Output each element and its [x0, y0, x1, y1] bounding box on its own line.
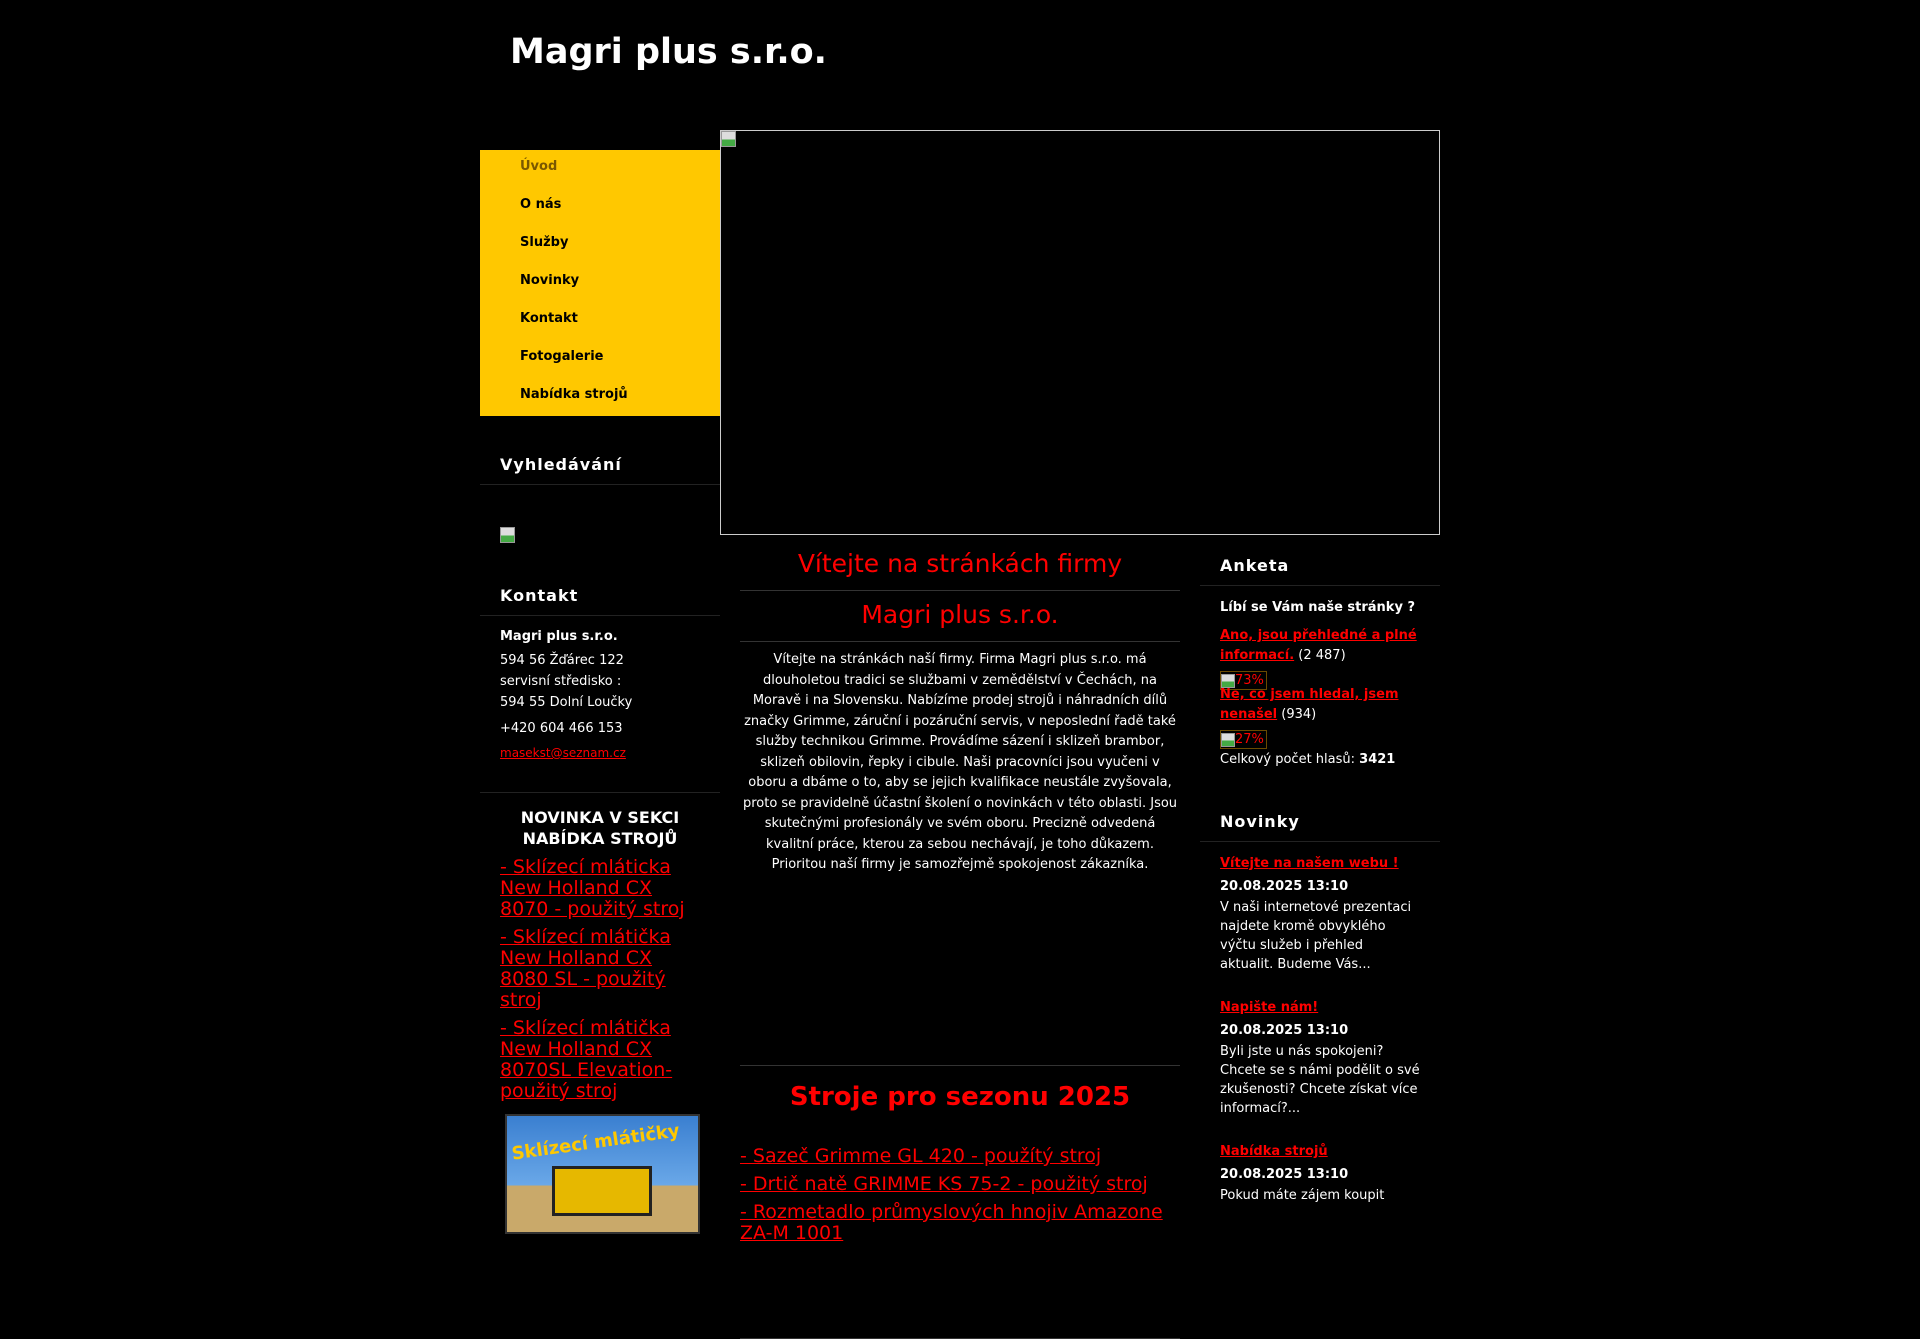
broken-image-icon [721, 131, 736, 147]
news-item [1220, 998, 1420, 1118]
bar-image-icon [1221, 733, 1235, 747]
season-link[interactable]: - Drtič natě GRIMME KS 75-2 - použitý stroj [740, 1173, 1148, 1195]
nav-item-uvod[interactable]: Úvod [520, 159, 558, 174]
novinka-link[interactable]: - Sklízecí mlátička New Holland CX 8080 SL - použitý stroj [500, 926, 671, 1011]
intro-text: Vítejte na stránkách naší firmy. Firma Magri plus s.r.o. má dlouholetou tradici se službami v zemědělství v Čechách, na Moravě i na Slovensku. Nabízíme prodej strojů i náhradních dílů značky Grimme, záruční i pozáruční servis, v neposlední řadě také služby technikou Grimme. Provádíme sázení i sklizeň brambor, sklizeň obilovin, řepky i cibule. Naši pracovníci jsou vyučeni v oboru a dbáme o to, aby se jejich kvalifikace neustále zvyšovala, proto se pravidelně účastní školení o novinkách v této oblasti. Jsou skutečnými profesionály ve svém oboru. Precizně odvedená kvalitní práce, kterou za sebou nechávají, je toho důkazem. Prioritou naší firmy je samozřejmě spokojenost zákazníka. [740, 642, 1180, 1066]
contact-block [480, 616, 720, 793]
poll-option-yes[interactable]: Ano, jsou přehledné a plné informací. [1220, 628, 1417, 663]
main-content [740, 540, 1180, 1339]
promo-image[interactable] [505, 1114, 700, 1234]
poll-total [1220, 750, 1420, 770]
nav-item-novinky[interactable]: Novinky [520, 273, 580, 288]
right-sidebar [1200, 540, 1440, 1229]
novinka-link[interactable]: - Sklízecí mláticka New Holland CX 8070 - použitý stroj [500, 856, 685, 920]
contact-email-link[interactable]: masekst@seznam.cz [500, 746, 626, 760]
left-sidebar [480, 440, 720, 1234]
poll-total-value: 3421 [1359, 752, 1396, 767]
news-text: V naši internetové prezentaci najdete kromě obvyklého výčtu služeb i přehled aktualit. Budeme Vás... [1220, 900, 1412, 972]
site-title: Magri plus s.r.o. [510, 32, 827, 72]
news-date: 20.08.2025 13:10 [1220, 1167, 1349, 1182]
poll-percent: 27% [1235, 732, 1264, 747]
search-image-icon[interactable] [500, 527, 515, 543]
contact-service-address: 594 55 Dolní Loučky [500, 695, 633, 710]
season-link[interactable]: - Rozmetadlo průmyslových hnojiv Amazone ZA-M 1001 [740, 1201, 1163, 1244]
news-item [1220, 854, 1420, 974]
news-text: Pokud máte zájem koupit [1220, 1188, 1385, 1203]
news-title-link[interactable]: Napište nám! [1220, 1000, 1319, 1015]
nav-item-kontakt[interactable]: Kontakt [520, 311, 578, 326]
news-heading: Novinky [1200, 796, 1440, 842]
header-banner-image [720, 130, 1440, 535]
nav-item-fotogalerie[interactable]: Fotogalerie [520, 349, 604, 364]
nav-item-nabidka-stroju[interactable]: Nabídka strojů [520, 387, 628, 402]
season-link[interactable]: - Sazeč Grimme GL 420 - použítý stroj [740, 1145, 1102, 1167]
poll-heading: Anketa [1200, 540, 1440, 586]
news-text: Byli jste u nás spokojeni? Chcete se s námi podělit o své zkušenosti? Chcete získat více informací?... [1220, 1044, 1420, 1116]
company-heading: Magri plus s.r.o. [740, 591, 1180, 642]
poll-option-no[interactable]: Ne, co jsem hledal, jsem nenašel [1220, 687, 1399, 722]
poll-total-label: Celkový počet hlasů: [1220, 752, 1356, 767]
main-nav [480, 150, 720, 416]
contact-service-label: servisní středisko : [500, 674, 622, 689]
news-item [1220, 1142, 1420, 1205]
news-list [1200, 842, 1440, 1205]
news-title-link[interactable]: Vítejte na našem webu ! [1220, 856, 1399, 871]
welcome-heading: Vítejte na stránkách firmy [740, 540, 1180, 591]
contact-phone: +420 604 466 153 [500, 721, 623, 736]
nav-item-sluzby[interactable]: Služby [520, 235, 569, 250]
novinka-link[interactable]: - Sklízecí mlátička New Holland CX 8070SL Elevation- použitý stroj [500, 1017, 673, 1102]
nav-item-o-nas[interactable]: O nás [520, 197, 562, 212]
poll-question: Líbí se Vám naše stránky ? [1220, 600, 1415, 615]
search-heading: Vyhledávání [480, 440, 720, 485]
combine-harvester-graphic [552, 1166, 652, 1216]
poll [1200, 586, 1440, 770]
novinka-box [480, 793, 720, 1234]
poll-count: (2 487) [1298, 648, 1346, 663]
news-title-link[interactable]: Nabídka strojů [1220, 1144, 1328, 1159]
poll-count: (934) [1281, 707, 1317, 722]
poll-result-bar [1220, 730, 1267, 749]
contact-heading: Kontakt [480, 571, 720, 616]
news-date: 20.08.2025 13:10 [1220, 1023, 1349, 1038]
news-date: 20.08.2025 13:10 [1220, 879, 1349, 894]
contact-address: 594 56 Žďárec 122 [500, 653, 624, 668]
poll-percent: 73% [1235, 673, 1264, 688]
promo-image-text: Sklízecí mlátičky [510, 1120, 681, 1165]
novinka-heading: NOVINKA V SEKCI NABÍDKA STROJŮ [520, 808, 680, 848]
season-heading: Stroje pro sezonu 2025 [789, 1082, 1131, 1112]
season-links [740, 1114, 1180, 1339]
contact-company: Magri plus s.r.o. [500, 629, 618, 644]
